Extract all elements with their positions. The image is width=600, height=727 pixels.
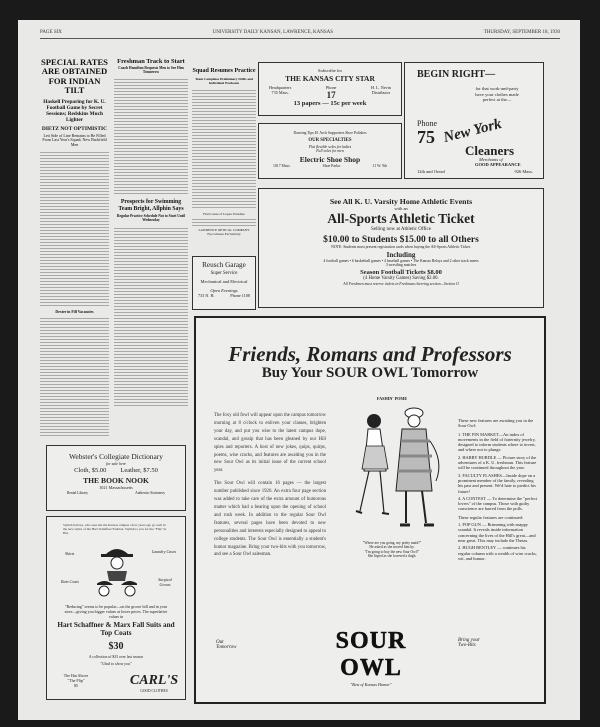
- cleaners-addr-left: 12th and Oread: [417, 169, 445, 174]
- page-number: PAGE SIX: [40, 30, 62, 35]
- star-phone: 17: [326, 90, 336, 100]
- star-rate: 13 papers — 15c per week: [293, 100, 367, 107]
- regular-1: 1. POP GUN — Brimming with snappy scandal. It reveals inside information concerning the lives of the Hill's great—and near great. This may include the Thetas.: [458, 522, 536, 543]
- col1-subhead: Haskell Preparing for K. U. Football Game by Secret Sessions; Redskins Much Lighter: [43, 98, 106, 123]
- sourowl-p2: The Sour Owl will contain 16 pages — the largest number published since 1926. An extra four page section was added to take care of the extra amount of humorous matter which had a bearing upon the opening of school and rush week. In addition to the regular Sour Owl features, several pages have been devoted to new personalities and interests especially designed to appeal to college students. The Sour Owl is essentially a student's humor magazine. Bring your two-bits with you tomorrow, and see a Sour Owl salesman.: [214, 481, 326, 558]
- col2-body-text-2: [114, 226, 188, 406]
- cleaners-phone: 75: [417, 127, 435, 147]
- cartoon-title: FASHIN' POME: [376, 396, 408, 401]
- hat-figures-illustration: [97, 541, 137, 603]
- col1-subsection: Dexter in Fill Vacancies: [55, 310, 94, 315]
- issue-date: THURSDAY, SEPTEMBER 18, 1930: [483, 30, 560, 35]
- page-header: [40, 30, 560, 39]
- star-line1: Subscribe for: [317, 68, 343, 73]
- athletic-note: NOTE: Students must present registration cards when buying the All-Sports Athletic Ticket.: [331, 245, 471, 249]
- new-york-cleaners-ad: [404, 62, 544, 179]
- athletic-season2: (4 Home Varsity Games) Saving $2.00.: [363, 276, 439, 281]
- carls-collection: A collection of $35 over last season: [88, 655, 144, 659]
- sourowl-p1: The foxy old fowl will appear upon the campus tomorrow morning at 8 o'clock to enliven your classes, brighten your day, and put you wise to the latest campus dope, scandal, and gossip that has been gleaned by our Hill spies and reporters. A host of new jokes, quips, quirps, poems, wise cracks, and features are awaiting you in the new Sour Owl as its initial issue of the current school year.: [214, 413, 326, 474]
- optical-ad-line3: Eye Glasses Exclusively: [207, 231, 241, 236]
- webster-left: Rental Library: [67, 491, 89, 495]
- webster-store: THE BOOK NOOK: [83, 476, 149, 485]
- shoe-name: Electric Shoe Shop: [299, 155, 361, 164]
- regular-2: 2. HUGH BENTLEY — continues his regular column with a wealth of wise cracks, wit, and humor.: [458, 545, 537, 561]
- star-hq-label: Headquarters: [269, 85, 292, 90]
- cleaners-line2: have your clothes made: [475, 91, 519, 97]
- cleaners-name2: Cleaners: [465, 143, 515, 158]
- carls-hat3: $5: [74, 683, 78, 688]
- webster-right: Authentic Stationery: [135, 491, 165, 495]
- electric-shoe-shop-ad: [258, 123, 402, 179]
- webster-addr: 1021 Massachusetts: [99, 485, 133, 490]
- column-1: [40, 58, 109, 438]
- sourowl-title: Friends, Romans and Professors: [228, 342, 512, 366]
- carls-label2: Laundry Cases: [151, 549, 177, 554]
- athletic-line2: with an: [394, 206, 408, 211]
- star-phone-label: Phone: [325, 85, 337, 90]
- cleaners-tag2: GOOD APPEARANCE: [475, 162, 521, 167]
- shoe-line3: Full soles for men: [316, 149, 344, 153]
- carls-logo-block: [129, 673, 179, 693]
- carls-reducing: "Reducing" seems to be popular—on the grocer bill and in your store—giving you bigger values at lower prices. The superlative values in: [64, 604, 168, 619]
- caption3: "I'm going to buy the new Sour Owl!": [364, 549, 420, 554]
- athletic-events2: 3 wrestling matches: [385, 263, 417, 267]
- athletic-footer: All Freshmen must reserve tickets in Freshman cheering section—Section O: [343, 282, 459, 286]
- caption2: He asked as she moved him by.: [369, 545, 415, 550]
- carls-logo-sub: GOOD CLOTHES: [140, 689, 168, 693]
- cleaners-tag1: Merchants of: [479, 157, 503, 162]
- optical-ad-line1: Find Cause of Liquor Paradise: [203, 211, 245, 216]
- carls-hat2: "The Flip": [67, 678, 85, 683]
- star-hq-addr: 735 Mass.: [271, 90, 289, 95]
- sourowl-logo-sub: "Best of Kansas Humor": [350, 682, 392, 687]
- athletic-season: Season Football Tickets $8.00: [360, 269, 442, 276]
- carls-logo: CARL'S: [129, 673, 179, 688]
- carls-hsm: Hart Schaffner & Marx Fall Suits and Top Coats: [57, 621, 175, 637]
- shoe-addr-left: 1017 Mass.: [273, 164, 291, 168]
- shoe-line1: Dancing Tips $1 Arch Supporters Shoe Polishes: [293, 131, 367, 135]
- carls-intro: Stylish fellows, who sees me the Kansas campus a few years ago go well in the new styles of the Hart Schaffner Fashion. Stylish to you for the "Flip" in Hat.: [63, 523, 167, 535]
- sourowl-subtitle: Buy Your SOUR OWL Tomorrow: [261, 365, 479, 381]
- garage-addr: 733 N. H.: [198, 293, 215, 298]
- webster-cloth: Cloth, $5.00: [74, 467, 107, 474]
- right-sig1: Bring your: [458, 638, 480, 643]
- col3-sub: Team Completes Preliminary Drills and Individual Workouts: [195, 76, 253, 85]
- cleaners-line1: for that work-and-party: [475, 86, 519, 91]
- cleaners-addr-right: 926 Mass.: [514, 169, 533, 174]
- col1-body-text-2: [40, 316, 109, 438]
- col2-sub1: Coach Hamilton Requests Men to See Him Tomorrow: [118, 66, 184, 75]
- sourowl-logo-block: [316, 628, 426, 687]
- left-sig1: Out: [216, 640, 224, 645]
- shoe-addr-mid: Shoe Parlor: [322, 164, 341, 168]
- cleaners-name1: New York: [441, 116, 504, 146]
- webster-line1: for sale here: [105, 461, 127, 466]
- optical-ad: [192, 212, 256, 236]
- cleaners-line3: perfect at the—: [482, 97, 512, 103]
- star-person: H. L. Nevin: [370, 85, 391, 90]
- garage-line1: Super Service: [210, 271, 238, 276]
- col1-subhead3: Lett Side of Line Remains to Be Filled From Last Year's Squad; New Backfield Men: [42, 132, 107, 147]
- col1-subhead2: DIETZ NOT OPTIMISTIC: [41, 125, 108, 132]
- column-3: [192, 58, 256, 253]
- left-sig2: Tomorrow: [216, 645, 237, 650]
- athletic-line3: Selling now at Athletic Office: [371, 227, 431, 232]
- caption4: She lisped as she lowered a thigh.: [367, 554, 417, 559]
- sour-owl-ad: [194, 316, 546, 704]
- features-list: [458, 418, 538, 561]
- shoe-addr-right: 11 W. 9th: [372, 164, 387, 168]
- col1-body-text: [40, 150, 109, 308]
- features-intro: These new features are awaiting you in the Sour Owl:: [458, 418, 534, 429]
- shoe-heading: OUR SPECIALTIES: [308, 138, 352, 143]
- col2-headline2: Prospects for Swimming Team Bright, Allphin Says: [118, 199, 184, 212]
- col2-headline1: Freshman Track to Start: [117, 58, 185, 65]
- reusch-garage-ad: [192, 256, 256, 310]
- garage-title: Reusch Garage: [202, 261, 246, 269]
- cartoon-illustration: [332, 401, 452, 541]
- col2-sub2: Regular Practice Schedule Not to Start Until Wednesday: [116, 214, 186, 223]
- carls-price: $30: [108, 641, 124, 652]
- garage-line3: Open Evenings: [210, 288, 238, 293]
- col2-body-text: [114, 77, 188, 195]
- col3-body-text: [192, 88, 256, 208]
- athletic-price: $10.00 to Students $15.00 to all Others: [323, 235, 479, 245]
- cartoon-area: [332, 396, 452, 596]
- cleaners-phone-label: Phone: [417, 119, 437, 128]
- feature-4: 4. A CONTEST — To determine the "perfect lovers" of the campus. Those with guilty conscience are barred from the polls.: [458, 495, 538, 512]
- athletic-events1: 4 football games • 6 basketball games • 4 baseball games • The Kansas Relays and 2 other track meets: [323, 259, 479, 263]
- carls-label1: Shirts: [65, 551, 75, 556]
- athletic-ticket-ad: [258, 188, 544, 308]
- feature-2: 2. HARRY HURDLE — Picture story of the adventures of a K. U. freshman. This feature will be continued throughout the year.: [458, 454, 537, 471]
- athletic-including: Including: [386, 251, 416, 259]
- carls-hat1: The Hat Above: [63, 673, 89, 678]
- column-2: [114, 58, 188, 438]
- book-nook-ad: [46, 445, 186, 511]
- garage-line2: Mechanical and Electrical: [200, 279, 248, 284]
- kansas-city-star-ad: [258, 62, 402, 116]
- shoe-line2: Flat flexible soles for ladies: [308, 145, 352, 149]
- athletic-title: All-Sports Athletic Ticket: [327, 211, 475, 226]
- optical-ad-line2: LAWRENCE OPTICAL COMPANY: [198, 227, 250, 232]
- webster-leather: Leather, $7.50: [120, 467, 158, 474]
- caption1: "Where are you going, my pretty maid?": [362, 541, 422, 545]
- star-title: THE KANSAS CITY STAR: [285, 74, 375, 83]
- sourowl-logo: SOUR OWL: [335, 628, 407, 681]
- star-person-title: Distributor: [371, 90, 391, 95]
- right-sig2: Two-Bits: [458, 643, 476, 648]
- carls-label4: Surgical Gowns: [158, 577, 172, 587]
- regular-intro: These regular features are continued:: [458, 514, 524, 520]
- feature-3: 3. FACULTY FLASHES—Inside dope on a prominent member of the family, revealing his past and present. We'd hate to predict his future!: [458, 472, 536, 494]
- webster-title: Webster's Collegiate Dictionary: [69, 452, 163, 461]
- feature-1: 1. THE PIN MARKET—An index of movements in the field of fraternity jewelry, designed to inform students where to invest, and where not to plunge.: [458, 431, 536, 453]
- carls-clothing-ad: [46, 516, 186, 700]
- athletic-line1: See All K. U. Varsity Home Athletic Events: [329, 197, 473, 206]
- paper-name: UNIVERSITY DAILY KANSAN, LAWRENCE, KANSAS: [212, 30, 334, 35]
- carls-glad: "Glad to show you": [100, 661, 132, 666]
- carls-label3: Rain Coats: [61, 579, 79, 584]
- col1-headline: SPECIAL RATES ARE OBTAINED FOR INDIAN TILT: [41, 58, 108, 96]
- cleaners-title: BEGIN RIGHT—: [417, 69, 496, 80]
- col3-headline: Squad Resumes Practice: [192, 68, 256, 74]
- garage-phone: Phone 1108: [230, 293, 250, 298]
